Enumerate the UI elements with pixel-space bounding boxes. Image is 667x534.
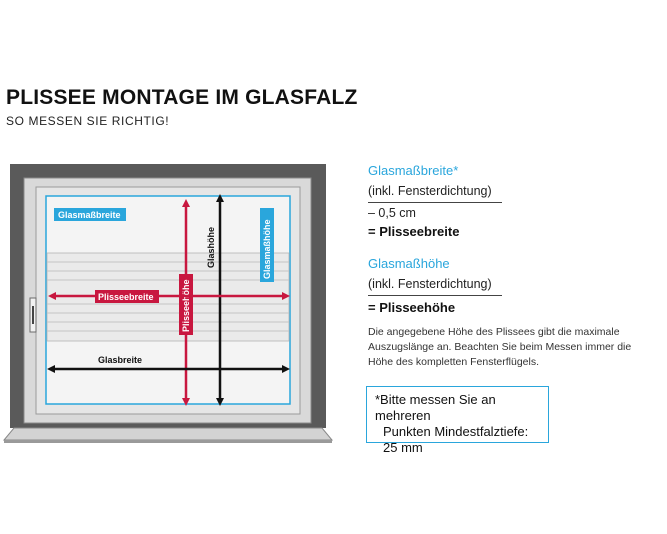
window-handle	[30, 298, 36, 332]
depth-note-box	[366, 386, 549, 455]
width-line-2: – 0,5 cm	[368, 206, 416, 220]
glasmassbreite-tag-text: Glasmaßbreite	[58, 210, 121, 220]
box-line-3: 25 mm	[383, 440, 423, 455]
note-line-2: Auszugslänge an. Beachten Sie beim Messen immer die	[368, 341, 632, 353]
measurement-instructions	[368, 163, 663, 370]
note-line-1: Die angegebene Höhe des Plissees gibt die maximale	[368, 326, 620, 338]
plisseehoehe-tag-text: Plisseehöhe	[181, 279, 191, 332]
divider	[368, 295, 502, 296]
width-line-1: (inkl. Fensterdichtung)	[368, 184, 492, 198]
page-subtitle: SO MESSEN SIE RICHTIG!	[6, 114, 170, 128]
box-line-2: Punkten Mindestfalztiefe:	[383, 424, 529, 439]
note-text	[368, 325, 667, 370]
height-result: = Plisseehöhe	[368, 300, 456, 315]
plisseebreite-tag-text: Plisseebreite	[98, 292, 154, 302]
window-sill	[4, 428, 332, 440]
box-line-1: *Bitte messen Sie an mehreren	[375, 392, 496, 423]
height-heading: Glasmaßhöhe	[368, 256, 450, 271]
divider	[368, 202, 502, 203]
glashoehe-text: Glashöhe	[206, 226, 216, 268]
height-line-1: (inkl. Fensterdichtung)	[368, 277, 492, 291]
page-title: PLISSEE MONTAGE IM GLASFALZ	[6, 86, 358, 109]
width-result: = Plisseebreite	[368, 224, 460, 239]
width-heading: Glasmaßbreite*	[368, 163, 459, 178]
note-line-3: Höhe des kompletten Fensterflügels.	[368, 356, 540, 368]
glasbreite-text: Glasbreite	[98, 355, 143, 365]
glasmasshoehe-tag-text: Glasmaßhöhe	[262, 219, 272, 279]
